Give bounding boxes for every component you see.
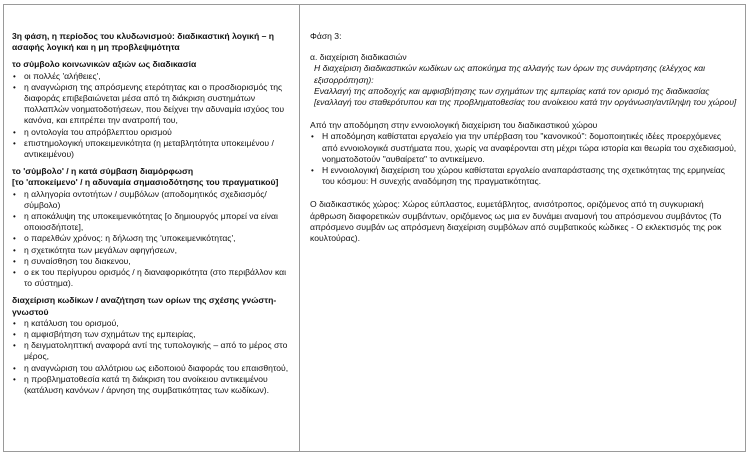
list-item: • η αναγνώριση της απρόσμενης ετερότητας και ο προσδιορισμός της διαφοράς επιβεβαιώνεται μέσα από τη διάκριση συστημάτων πολλαπλών νοηματοδοτήσεων, που δείχνει την αδυναμία ισχύος του κανόνα, και επιτρέπει την ανατροπή του, — [13, 81, 285, 126]
list-item: • Η εννοιολογική διαχείριση του χώρου καθίσταται εργαλείο αναπαράστασης της σχετικότητας της ερμηνείας του κόσμου: Η συνεχής αναδόμηση της πραγματικότητας. — [311, 165, 725, 187]
bullet-icon: • — [13, 71, 16, 81]
list-item: • η συναίσθηση του διακενου, — [13, 255, 131, 266]
list-item: • η αλληγορία οντοτήτων / συμβόλων (αποδομητικός σχεδιασμός/σύμβολο) — [13, 188, 267, 210]
bullet-icon: • — [13, 138, 16, 148]
left-cell — [4, 5, 300, 452]
bullet-icon: • — [13, 363, 16, 373]
two-column-table — [3, 4, 746, 452]
bullet-icon: • — [13, 256, 16, 266]
list-item: • ο εκ του περίγυρου ορισμός / η διαναφορικότητα (στο περιβάλλον και το σύστημα). — [13, 267, 287, 289]
bullet-icon: • — [13, 234, 16, 244]
right-title: Φάση 3: — [310, 31, 342, 41]
section2-heading-line2: [το 'αποκείμενο' / η αδυναμία σημασιοδότησης του πραγματικού] — [12, 177, 279, 188]
bullet-icon: • — [13, 82, 16, 92]
section1-list — [12, 71, 293, 161]
bullet-icon: • — [13, 127, 16, 137]
section3-list — [12, 318, 293, 396]
list-item: • η αναγνώριση του αλλότριου ως ειδοποιού διαφοράς του επαισθητού, — [13, 362, 289, 373]
bullet-icon: • — [13, 330, 16, 340]
left-title: 3η φάση, η περίοδος του κλυδωνισμού: διαδικαστική λογική – η ασαφής λογική και η μη προβλεψιμότητα — [12, 31, 275, 53]
italic-line-3: [εναλλαγή του σταθερότυπου και της προβληματοθεσίας του ανοίκειου κατά την οργάνωση/αντίληψη του χώρου] — [314, 97, 737, 108]
list-item: • η δειγματοληπτική αναφορά αντί της τυπολογικής – από το μέρος στο μέρος, — [13, 340, 288, 362]
bullet-icon: • — [311, 132, 314, 142]
section2-heading-line1: το 'σύμβολο' / η κατά σύμβαση διαμόρφωση — [12, 166, 194, 177]
list-item: • η αμφισβήτηση των σχημάτων της εμπειρίας, — [13, 329, 196, 340]
right-cell — [300, 5, 746, 452]
italic-line-2: Εναλλαγή της αποδοχής και αμφισβήτησης των σχημάτων της εμπειρίας κατά τον ορισμό της διαδικασίας — [314, 85, 710, 96]
bullet-icon: • — [13, 374, 16, 384]
section1-heading: το σύμβολο κοινωνικών αξιών ως διαδικασία — [12, 59, 197, 70]
bullet-icon: • — [13, 318, 16, 328]
paragraph-procedural-space: Ο διαδικαστικός χώρος: Χώρος εύπλαστος, ευμετάβλητος, ανισότροπος, οριζόμενος από τη συγκυριακή άρθρωση διαφορετικών συμβάντων, οριζόμενος ως μια εν δυνάμει αναμονή του απρόσμενου συμβάντος (Το απρόσμενο συμβάν ως απρόσμενη διαχείριση συμβόλων από συμβατικούς κώδικες - Ο εκλεκτισμός της ροκ κουλτούρας). — [310, 199, 722, 244]
bullet-icon: • — [13, 341, 16, 351]
section2-list — [12, 189, 293, 290]
list-item: • Η αποδόμηση καθίσταται εργαλείο για την υπέρβαση του "κανονικού": δομοποιητικές ιδέες προερχόμενες από εννοιολογικά συστήματα που, χωρίς να αναφέρονται στη μέχρι τώρα ιστορία και θεωρία του σχεδιασμού, νοηματοδοτούν "αυθαίρετα" το αντικείμενο. — [311, 131, 737, 164]
list-item: • ο παρελθών χρόνος: η δήλωση της 'υποκειμενικότητας', — [13, 233, 236, 244]
bullet-icon: • — [13, 268, 16, 278]
list-item: • η οντολογία του απρόβλεπτου ορισμού — [13, 126, 172, 137]
right-sub-heading: α. διαχείριση διαδικασιών — [310, 52, 407, 63]
list-item: • η αποκάλυψη της υποκειμενικότητας [ο δημιουργός μπορεί να είναι οποιοσδήποτε], — [13, 211, 278, 233]
list-item: • η σχετικότητα των μεγάλων αφηγήσεων, — [13, 244, 177, 255]
list-item: • επιστημολογική υποκειμενικότητα (η μεταβλητότητα υποκειμένου / αντικειμένου) — [13, 137, 274, 160]
section3-heading: διαχείριση κωδίκων / αναζήτηση των ορίων της σχέσης γνώστη-γνωστού — [12, 295, 277, 317]
bullet-icon: • — [13, 189, 16, 199]
list-item: • η προβληματοθεσία κατά τη διάκριση του ανοίκειου αντικειμένου (κατάλυση κανόνων / άρνηση της συμβατικότητας των κωδίκων). — [13, 373, 270, 396]
bullet-icon: • — [13, 245, 16, 255]
bullet-icon: • — [311, 166, 314, 176]
paragraph-deconstruction: Από την αποδόμηση στην εννοιολογική διαχείριση του διαδικαστικού χώρου — [310, 120, 598, 131]
italic-line-1: Η διαχείριση διαδικαστικών κωδίκων ως αποκύημα της αλλαγής των όρων της συνάρτησης (ελέγχος και εξισορρόπηση): — [314, 63, 706, 85]
list-item: • οι πολλές 'αλήθειες', — [13, 70, 101, 81]
list-item: • η κατάλυση του ορισμού, — [13, 317, 119, 328]
right-list — [310, 131, 737, 187]
bullet-icon: • — [13, 212, 16, 222]
